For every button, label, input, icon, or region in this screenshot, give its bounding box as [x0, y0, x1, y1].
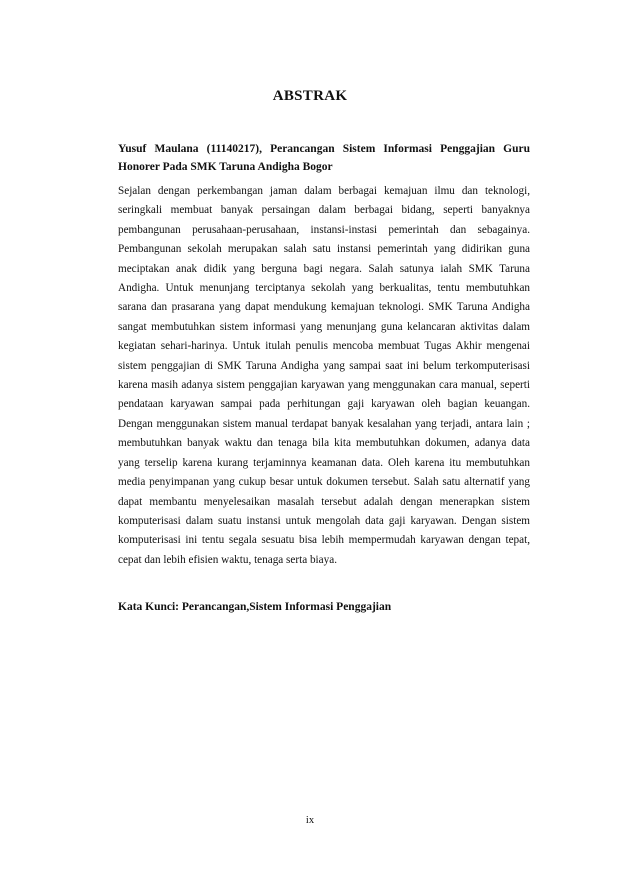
- abstract-title: ABSTRAK: [272, 88, 348, 104]
- page-number: ix: [305, 815, 315, 826]
- author-line: Yusuf Maulana (11140217), Perancangan Sistem Informasi Penggajian Guru Honorer Pada SMK Taruna Andigha Bogor: [118, 143, 530, 173]
- abstract-body: Sejalan dengan perkembangan jaman dalam berbagai kemajuan ilmu dan teknologi, seringkali membuat banyak persaingan dalam berbagai bidang, seperti banyaknya pembangunan perusahaan-perusahaan, instansi-instasi pemerintah dan sebagainya. Pembangunan sekolah merupakan salah satu instansi pemerintah yang didirikan guna meciptakan anak didik yang berguna bagi negara. Salah satunya ialah SMK Taruna Andigha. Untuk menunjang terciptanya sekolah yang berkualitas, tentu membutuhkan sarana dan prasarana yang dapat mendukung kemajuan teknologi. SMK Taruna Andigha sangat membutuhkan sistem informasi yang menunjang guna kelancaran aktivitas dalam kegiatan sehari-harinya. Untuk itulah penulis mencoba membuat Tugas Akhir mengenai sistem penggajian di SMK Taruna Andigha yang sampai saat ini belum terkomputerisasi karena masih adanya sistem penggajian karyawan yang menggunakan cara manual, seperti pendataan karyawan sampai pada perhitungan gaji karyawan oleh bagian keuangan. Dengan menggunakan sistem manual terdapat banyak kesalahan yang terjadi, antara lain ; membutuhkan banyak waktu dan tenaga bila kita membutuhkan dokumen, adanya data yang terselip karena kurang terjaminnya keamanan data. Oleh karena itu membutuhkan media penyimpanan yang cukup besar untuk dokumen tersebut. Salah satu alternatif yang dapat membantu menyelesaikan masalah tersebut adalah dengan menerapkan sistem komputerisasi dalam suatu instansi untuk mengolah data gaji karyawan. Dengan sistem komputerisasi ini tentu segala sesuatu bisa lebih mempermudah karyawan dengan tepat, cepat dan lebih efisien waktu, tenaga serta biaya.: [118, 185, 530, 566]
- keywords-line: Kata Kunci: Perancangan,Sistem Informasi Penggajian: [118, 601, 392, 613]
